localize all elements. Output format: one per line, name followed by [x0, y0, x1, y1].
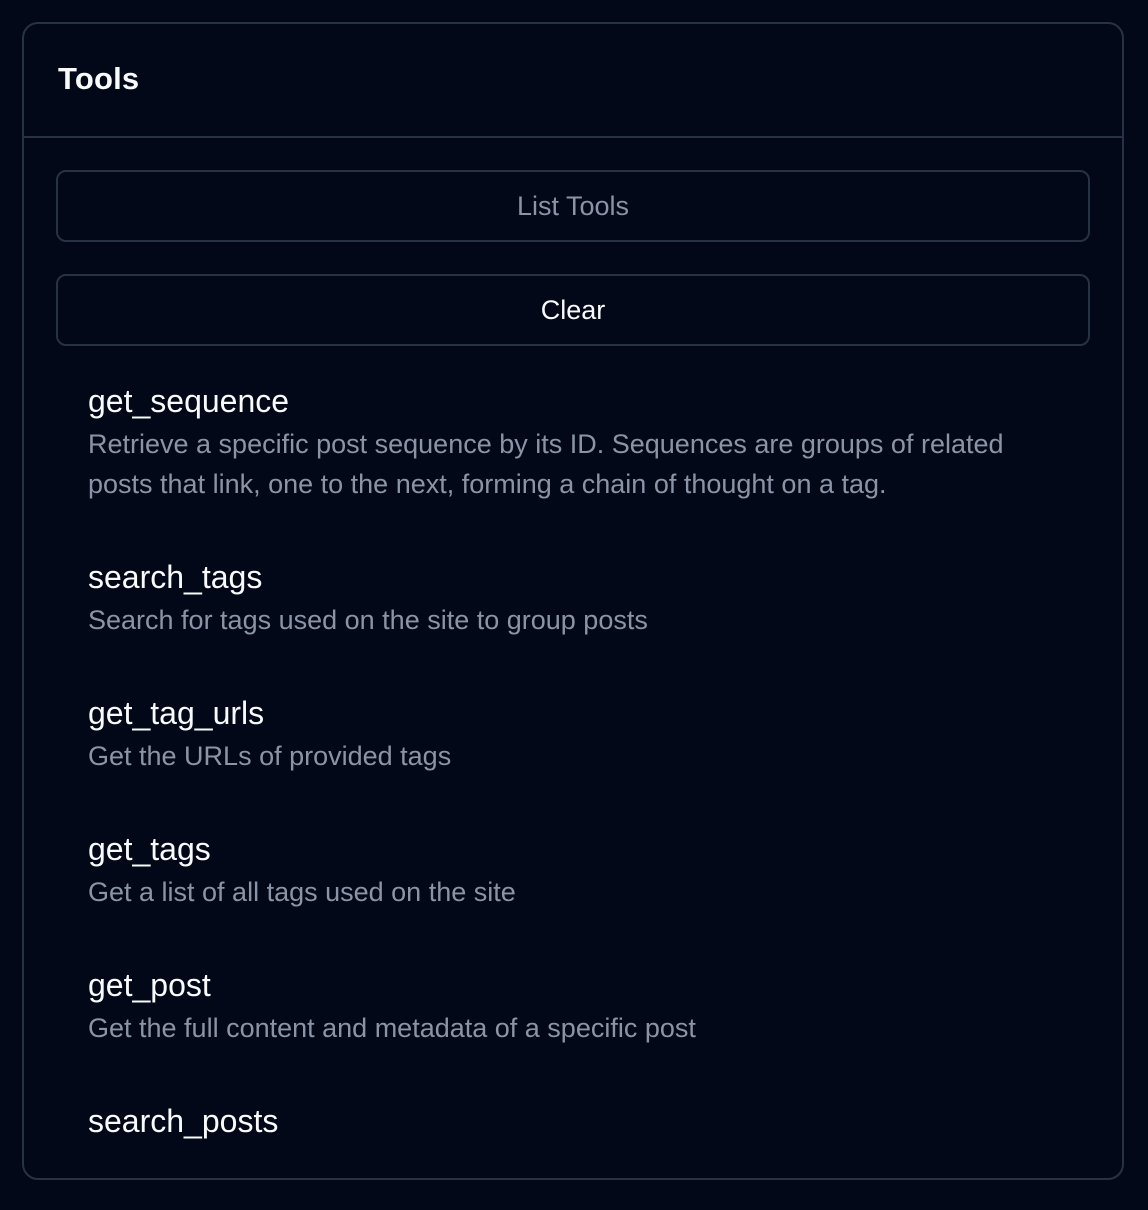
list-tools-button[interactable]: List Tools	[56, 170, 1090, 242]
tool-name: get_tags	[88, 831, 211, 867]
tool-name: get_tag_urls	[88, 695, 265, 731]
tool-name: get_post	[88, 967, 211, 1003]
tool-description: Get the URLs of provided tags	[88, 741, 452, 771]
tool-list	[56, 380, 1090, 1142]
tool-description: Search for tags used on the site to group posts	[88, 605, 648, 635]
tool-item-get-sequence[interactable]	[88, 380, 1090, 504]
tool-name: search_posts	[88, 1103, 279, 1139]
tool-description: Retrieve a specific post sequence by its ID. Sequences are groups of related posts that link, one to the next, forming a chain of thought on a tag.	[88, 429, 1004, 499]
tool-item-get-tag-urls[interactable]	[88, 692, 1090, 776]
tool-item-search-posts[interactable]	[88, 1100, 1090, 1142]
panel-header	[24, 24, 1122, 138]
clear-button[interactable]: Clear	[56, 274, 1090, 346]
tools-panel	[22, 22, 1124, 1180]
tool-item-get-post[interactable]	[88, 964, 1090, 1048]
tool-description: Get a list of all tags used on the site	[88, 877, 516, 907]
tool-description: Get the full content and metadata of a specific post	[88, 1013, 696, 1043]
tool-item-search-tags[interactable]	[88, 556, 1090, 640]
tool-item-get-tags[interactable]	[88, 828, 1090, 912]
panel-title: Tools	[58, 61, 140, 96]
panel-body	[24, 138, 1122, 1142]
tool-name: search_tags	[88, 559, 263, 595]
tool-name: get_sequence	[88, 383, 290, 419]
